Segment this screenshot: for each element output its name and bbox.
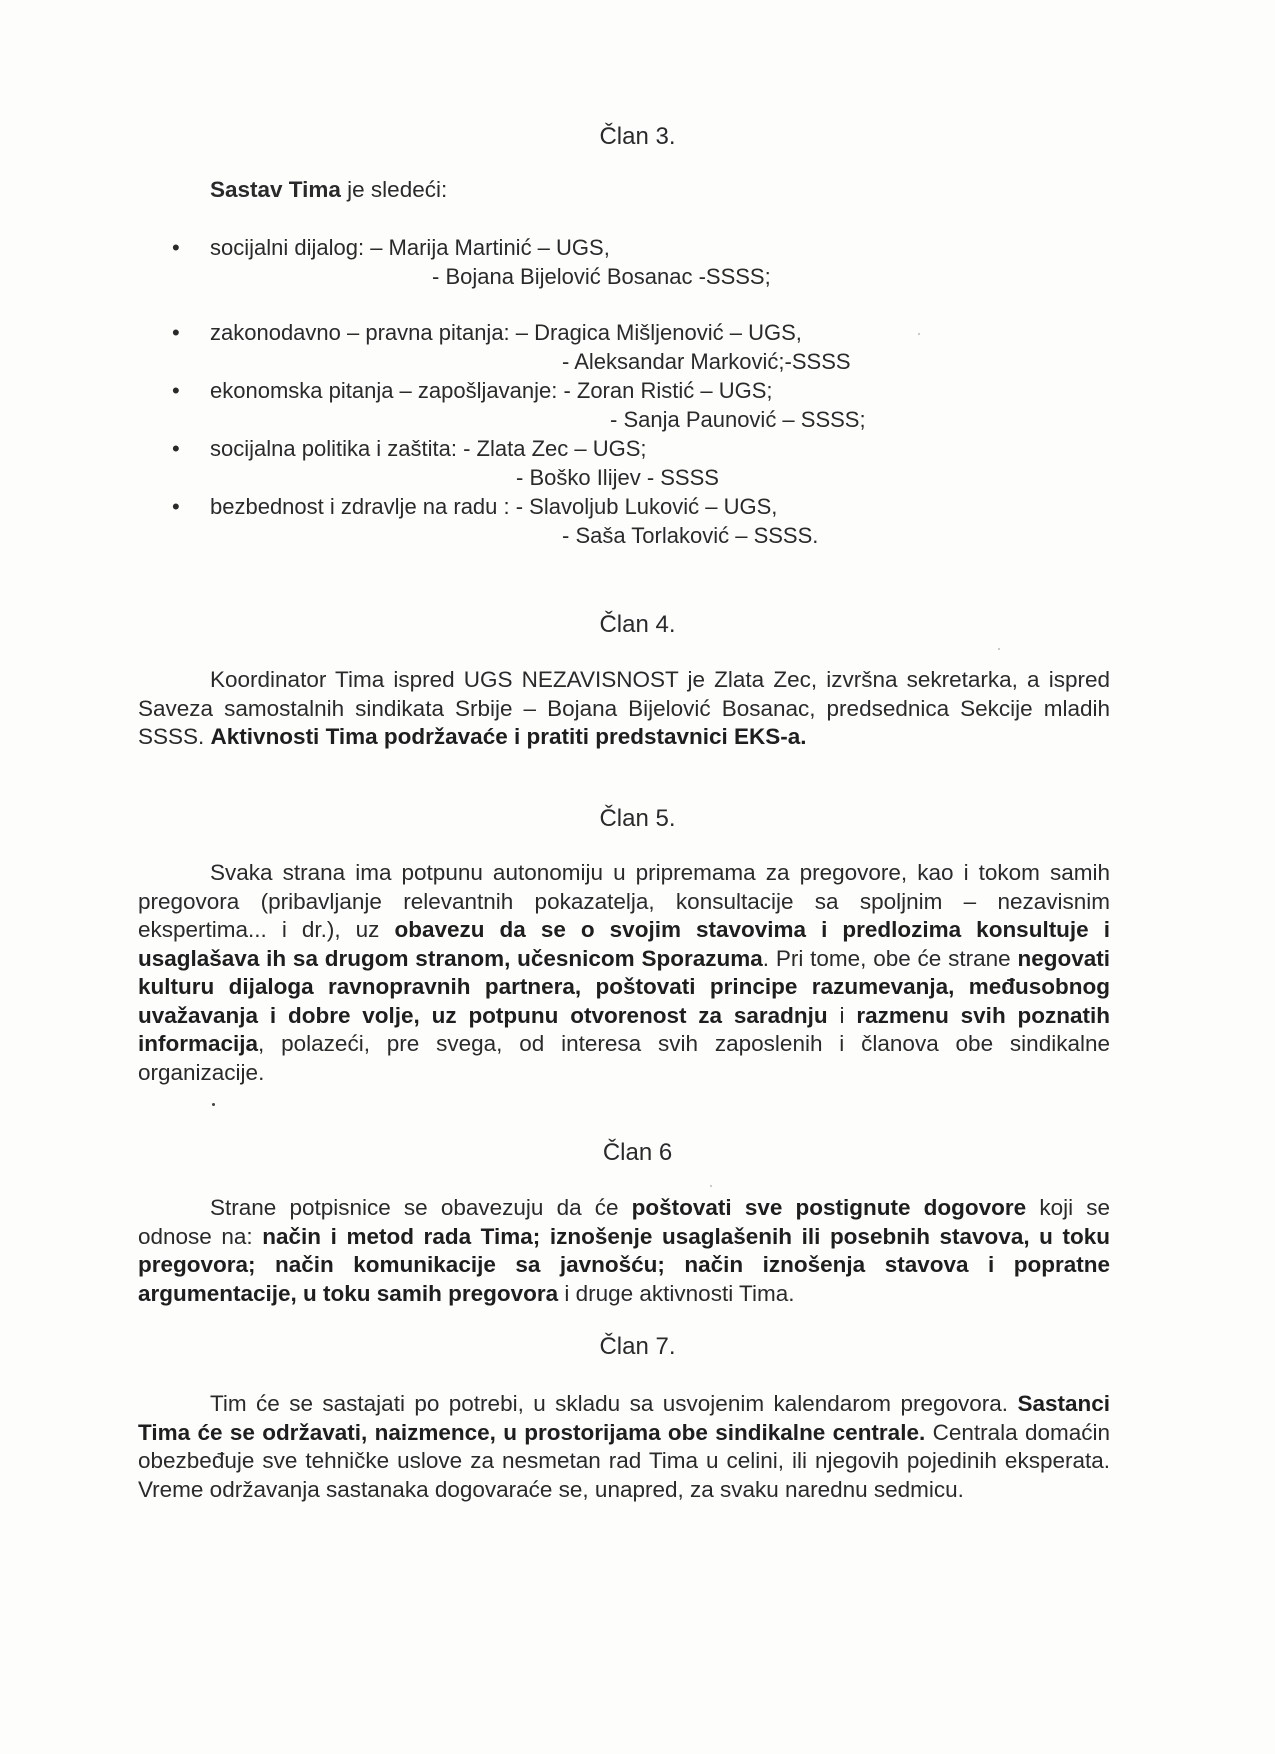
text-run: Strane potpisnice se obavezuju da će	[210, 1195, 632, 1220]
text-run: , polazeći, pre svega, od interesa svih zaposlenih i članova obe sindikalne organizacije.	[138, 1031, 1110, 1085]
bold-run: negovati kulturu dijaloga ravnopravnih partnera, poštovati principe razumevanja, međusobnog uvažavanja i dobre volje, uz potpunu otvorenost za saradnju	[138, 945, 1110, 1028]
list-item	[170, 434, 1090, 492]
intro-rest: je sledeći:	[340, 177, 448, 202]
heading-clan-4: Član 4.	[599, 611, 676, 638]
scan-speck	[998, 648, 1000, 650]
text-run: Koordinator Tima ispred UGS NEZAVISNOST je Zlata Zec, izvršna sekretarka, a ispred Saveza samostalnih sindikata Srbije – Bojana Bijelović Bosanac, predsednica Sekcije mladih SSSS.	[138, 667, 1110, 749]
team-composition-intro	[210, 177, 447, 203]
text-run: koji se odnose na:	[138, 1195, 1111, 1249]
bold-run: obavezu da se o svojim stavovima i predlozima konsultuje i usaglašava ih sa drugom stranom, učesnicom Sporazuma	[138, 917, 1110, 971]
bold-run: način i metod rada Tima; iznošenje usaglašenih ili posebnih stavova, u toku pregovora; način komunikacije sa javnošću; način iznošenja stavova i popratne argumentacije, u toku samih pregovora	[138, 1223, 1110, 1306]
heading-clan-7: Član 7.	[599, 1333, 676, 1360]
member-line-2: - Saša Torlaković – SSSS.	[562, 523, 819, 548]
member-line-1: zakonodavno – pravna pitanja: – Dragica Mišljenović – UGS,	[210, 320, 802, 345]
paragraph-clan-7	[138, 1390, 1110, 1504]
bold-run: Aktivnosti Tima podržavaće i pratiti predstavnici EKS-a.	[210, 724, 807, 749]
text-run: Svaka strana ima potpunu autonomiju u pripremama za pregovore, kao i tokom samih pregovora (pribavljanje relevantnih pokazatelja, konsultacije sa spoljnim – nezavisnim ekspertima... i dr.), uz	[138, 860, 1110, 942]
scan-speck	[710, 1185, 712, 1187]
list-item	[170, 492, 1090, 550]
paragraph-clan-5	[138, 859, 1110, 1087]
heading-clan-3: Član 3.	[599, 123, 676, 150]
bold-run: razmenu svih poznatih informacija	[138, 1002, 1110, 1056]
member-line-2: - Bojana Bijelović Bosanac -SSSS;	[432, 264, 771, 289]
text-run: Centrala domaćin obezbeđuje sve tehničke uslove za nesmetan rad Tima u celini, ili njegovih pojedinih eksperata. Vreme održavanja sastanaka dogovaraće se, unapred, za svaku narednu sedmicu.	[138, 1419, 1110, 1502]
list-item	[170, 233, 1090, 291]
scan-speck	[918, 333, 920, 335]
text-run: Tim će se sastajati po potrebi, u skladu sa usvojenim kalendarom pregovora.	[210, 1391, 1018, 1416]
text-run: . Pri tome, obe će strane	[762, 945, 1018, 971]
member-line-2: - Sanja Paunović – SSSS;	[610, 407, 866, 432]
bold-run: Sastanci Tima će se održavati, naizmence, u prostorijama obe sindikalne centrale.	[138, 1391, 1110, 1445]
member-line-1: ekonomska pitanja – zapošljavanje: - Zoran Ristić – UGS;	[210, 378, 773, 403]
list-item	[170, 318, 1090, 376]
heading-clan-6: Član 6	[602, 1139, 673, 1166]
list-item	[170, 376, 1090, 434]
member-line-2: - Aleksandar Marković;-SSSS	[562, 349, 851, 374]
member-line-1: socijalni dijalog: – Marija Martinić – UGS,	[210, 235, 610, 260]
text-run: i	[827, 1002, 857, 1028]
text-run: i druge aktivnosti Tima.	[558, 1280, 795, 1306]
member-line-1: bezbednost i zdravlje na radu : - Slavoljub Luković – UGS,	[210, 494, 778, 519]
member-line-2: - Boško Ilijev - SSSS	[516, 465, 719, 490]
team-members-list	[170, 233, 1090, 550]
member-line-1: socijalna politika i zaštita: - Zlata Zec – UGS;	[210, 436, 647, 461]
bold-run: poštovati sve postignute dogovore	[631, 1195, 1027, 1220]
stray-dot	[212, 1103, 215, 1106]
paragraph-clan-6	[138, 1194, 1110, 1308]
heading-clan-5: Član 5.	[599, 805, 676, 832]
intro-bold: Sastav Tima	[210, 177, 341, 202]
paragraph-clan-4	[138, 666, 1110, 752]
